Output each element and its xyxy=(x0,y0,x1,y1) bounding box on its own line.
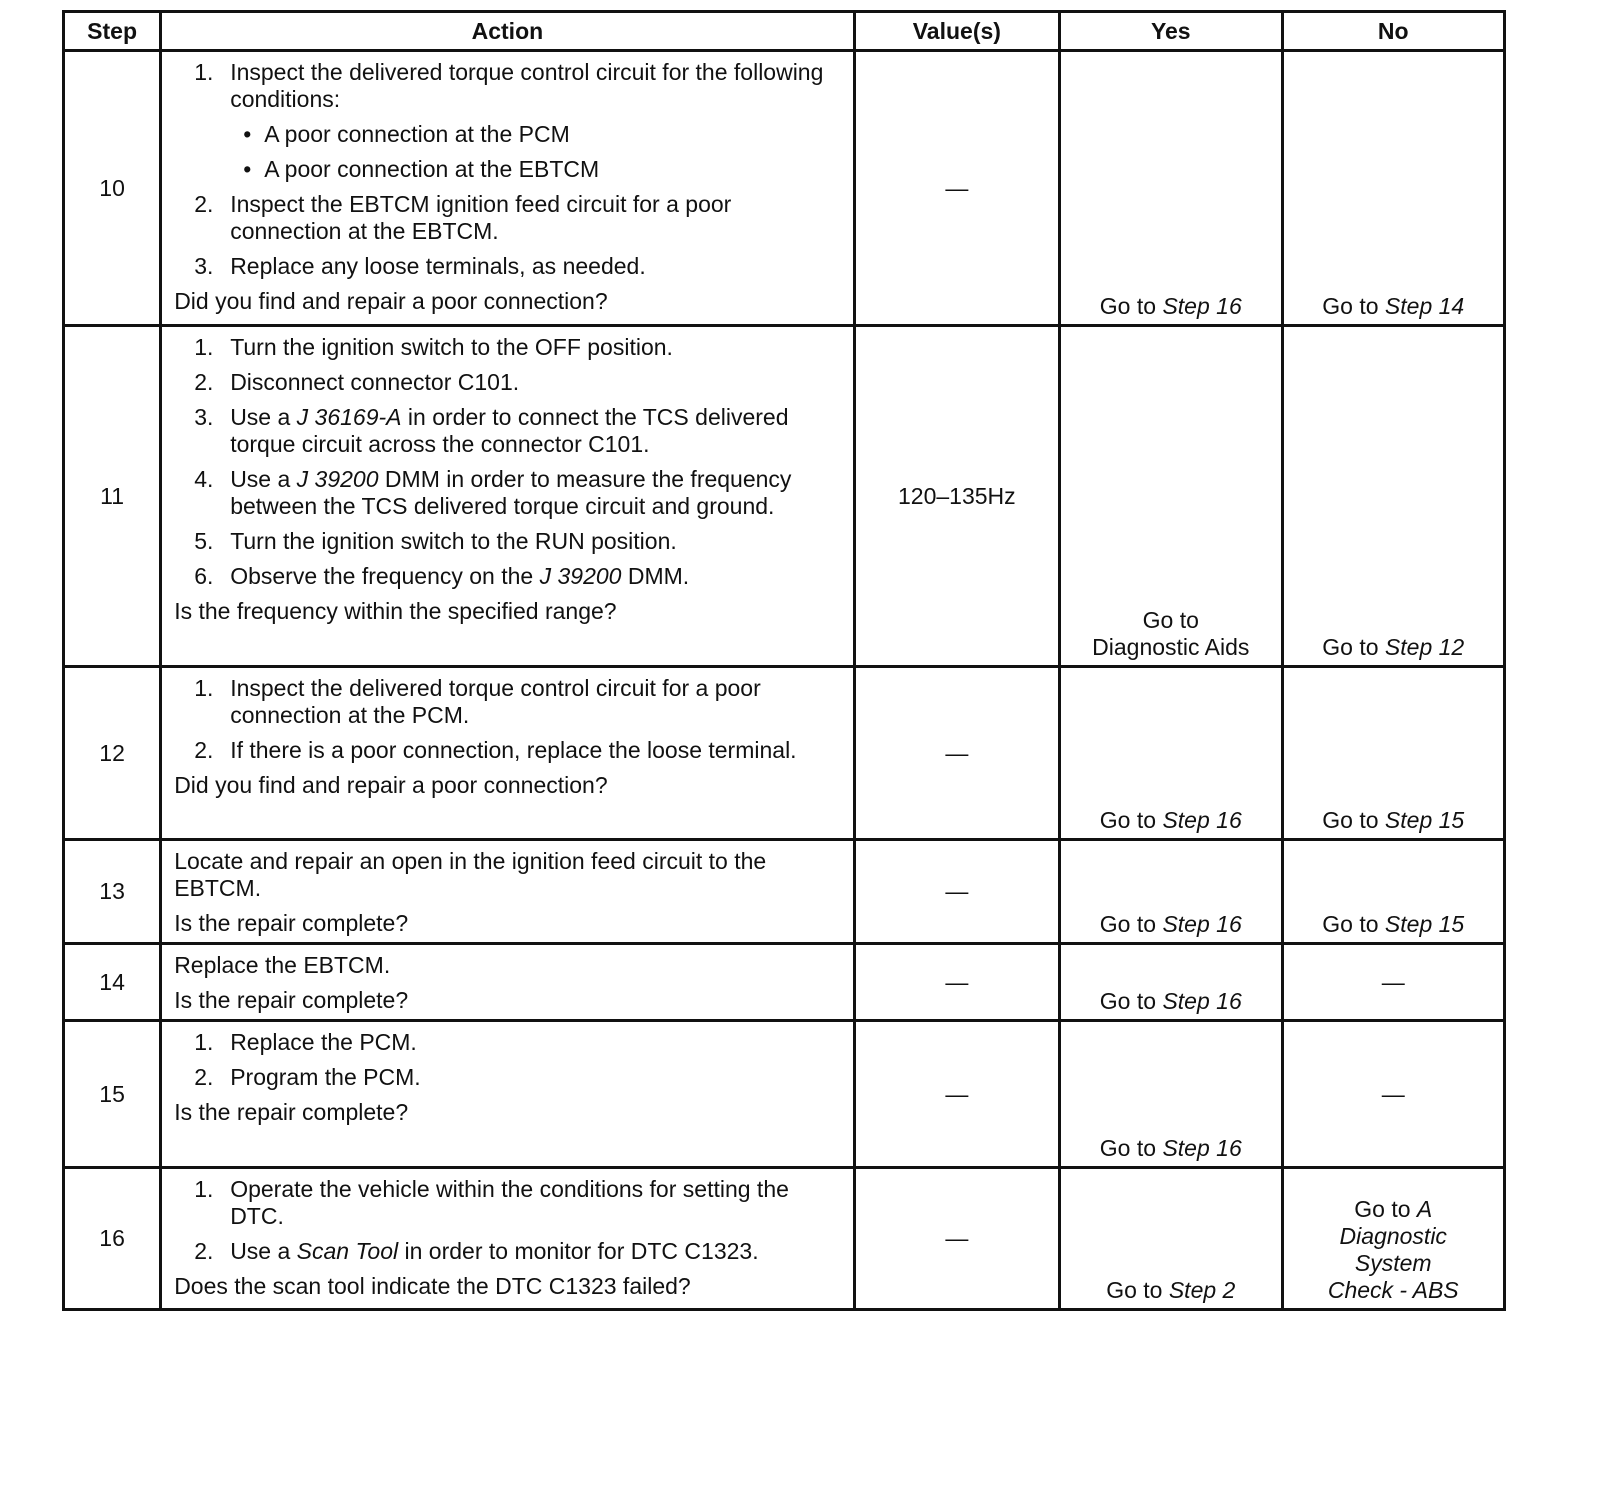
table-row xyxy=(64,1021,1505,1168)
step-text: Replace the PCM. xyxy=(230,1029,417,1055)
diagnostic-table xyxy=(62,10,1506,1311)
action-cell xyxy=(161,667,854,840)
step-index: 1. xyxy=(194,334,214,360)
action-question: Is the repair complete? xyxy=(174,1099,409,1125)
goto-prefix: Go to xyxy=(1099,807,1163,833)
bullet-icon: • xyxy=(243,121,252,147)
no-cell xyxy=(1282,326,1505,667)
action-step xyxy=(174,675,846,729)
yes-cell xyxy=(1060,667,1282,840)
step-text: Inspect the delivered torque control circuit for the following conditions: xyxy=(230,59,824,112)
step-text: Inspect the delivered torque control circuit for a poor connection at the PCM. xyxy=(230,675,761,728)
step-link[interactable]: Step 15 xyxy=(1384,807,1465,833)
action-cell xyxy=(161,51,854,326)
link-text xyxy=(1284,1250,1504,1277)
action-cell xyxy=(161,944,854,1021)
yes-cell xyxy=(1060,1168,1282,1310)
step-number: 13 xyxy=(64,840,161,944)
step-text: Turn the ignition switch to the RUN position. xyxy=(230,528,677,554)
condition-item xyxy=(230,121,846,148)
step-index: 2. xyxy=(194,369,214,395)
table-row xyxy=(64,51,1505,326)
bullet-icon: • xyxy=(243,156,252,182)
action-step xyxy=(174,466,846,520)
no-cell xyxy=(1282,840,1505,944)
step-number: 10 xyxy=(64,51,161,326)
link-text: Check - ABS xyxy=(1327,1277,1459,1303)
action-step xyxy=(174,404,846,458)
step-text-prefix: Use a xyxy=(230,466,297,492)
action-steps xyxy=(174,59,846,280)
link-text xyxy=(1284,1277,1504,1304)
action-question: Is the repair complete? xyxy=(174,987,409,1013)
step-index: 2. xyxy=(194,737,214,763)
action-text: Replace the EBTCM. xyxy=(174,952,391,978)
step-index: 1. xyxy=(194,1176,214,1202)
step-index: 5. xyxy=(194,528,214,554)
value-cell: — xyxy=(854,51,1059,326)
action-step xyxy=(174,528,846,555)
action-steps xyxy=(174,1029,846,1091)
step-link[interactable]: Step 12 xyxy=(1384,634,1465,660)
step-number: 11 xyxy=(64,326,161,667)
yes-cell xyxy=(1060,326,1282,667)
no-cell xyxy=(1282,1168,1505,1310)
step-index: 3. xyxy=(194,404,214,430)
step-text-suffix: in order to monitor for DTC C1323. xyxy=(398,1238,759,1264)
no-cell: — xyxy=(1282,1021,1505,1168)
table-row xyxy=(64,667,1505,840)
step-text-prefix: Use a xyxy=(230,404,297,430)
step-index: 6. xyxy=(194,563,214,589)
action-step xyxy=(174,1238,846,1265)
action-step xyxy=(174,59,846,183)
goto-prefix: Go to xyxy=(1142,607,1199,633)
goto-prefix: Go to xyxy=(1099,988,1163,1014)
diagnostic-aids-link[interactable]: Diagnostic Aids xyxy=(1092,634,1250,660)
action-steps xyxy=(174,334,846,590)
step-index: 3. xyxy=(194,253,214,279)
action-steps xyxy=(174,675,846,764)
action-text: Locate and repair an open in the ignition feed circuit to the EBTCM. xyxy=(174,848,767,901)
header-step: Step xyxy=(64,12,161,51)
yes-cell xyxy=(1060,944,1282,1021)
action-cell xyxy=(161,1168,854,1310)
step-text: Operate the vehicle within the conditions for setting the DTC. xyxy=(230,1176,789,1229)
goto-prefix: Go to xyxy=(1099,911,1163,937)
table-row xyxy=(64,1168,1505,1310)
action-step xyxy=(174,191,846,245)
action-step xyxy=(174,563,846,590)
yes-cell xyxy=(1060,51,1282,326)
goto-prefix: Go to xyxy=(1099,1135,1163,1161)
step-text: Replace any loose terminals, as needed. xyxy=(230,253,646,279)
yes-cell xyxy=(1060,1021,1282,1168)
header-yes: Yes xyxy=(1060,12,1282,51)
step-index: 2. xyxy=(194,191,214,217)
link-text: Diagnostic xyxy=(1339,1223,1447,1249)
action-question: Is the repair complete? xyxy=(174,910,409,936)
step-link[interactable]: Step 15 xyxy=(1384,911,1465,937)
step-link[interactable]: Step 2 xyxy=(1168,1277,1236,1303)
condition-list xyxy=(230,121,846,183)
step-number: 14 xyxy=(64,944,161,1021)
table-row xyxy=(64,944,1505,1021)
table-row xyxy=(64,326,1505,667)
step-index: 2. xyxy=(194,1238,214,1264)
action-step xyxy=(174,1064,846,1091)
goto-prefix: Go to xyxy=(1354,1196,1417,1222)
yes-cell xyxy=(1060,840,1282,944)
step-link[interactable]: Step 14 xyxy=(1384,293,1465,319)
step-index: 4. xyxy=(194,466,214,492)
tool-name: J 36169-A xyxy=(296,404,402,430)
value-cell: 120–135Hz xyxy=(854,326,1059,667)
action-step xyxy=(174,253,846,280)
action-steps xyxy=(174,1176,846,1265)
action-step xyxy=(174,1176,846,1230)
tool-name: J 39200 xyxy=(296,466,379,492)
step-number: 12 xyxy=(64,667,161,840)
header-no: No xyxy=(1282,12,1505,51)
goto-prefix: Go to xyxy=(1322,293,1385,319)
header-values: Value(s) xyxy=(854,12,1059,51)
step-index: 1. xyxy=(194,1029,214,1055)
action-cell xyxy=(161,326,854,667)
step-link[interactable]: Step 16 xyxy=(1162,911,1242,937)
value-cell: — xyxy=(854,840,1059,944)
step-text-suffix: DMM in order to measure the frequency between the TCS delivered torque circuit and ground. xyxy=(230,466,792,519)
step-link[interactable]: Step 16 xyxy=(1162,1135,1242,1161)
value-cell: — xyxy=(854,1168,1059,1310)
table-row xyxy=(64,840,1505,944)
value-cell: — xyxy=(854,667,1059,840)
step-number: 16 xyxy=(64,1168,161,1310)
abs-check-link[interactable] xyxy=(1284,1196,1504,1223)
step-link[interactable]: Step 16 xyxy=(1162,807,1242,833)
step-text-prefix: Use a xyxy=(230,1238,297,1264)
step-text-suffix: in order to connect the TCS delivered torque circuit across the connector C101. xyxy=(230,404,789,457)
action-step xyxy=(174,1029,846,1056)
step-index: 2. xyxy=(194,1064,214,1090)
goto-prefix: Go to xyxy=(1322,911,1385,937)
step-text-suffix: DMM. xyxy=(621,563,690,589)
tool-name: J 39200 xyxy=(539,563,622,589)
value-cell: — xyxy=(854,1021,1059,1168)
step-text: Turn the ignition switch to the OFF position. xyxy=(230,334,673,360)
condition-text: A poor connection at the PCM xyxy=(264,121,570,147)
step-text: Inspect the EBTCM ignition feed circuit for a poor connection at the EBTCM. xyxy=(230,191,732,244)
step-text: Program the PCM. xyxy=(230,1064,421,1090)
goto-prefix: Go to xyxy=(1099,293,1163,319)
link-text xyxy=(1284,1223,1504,1250)
goto-prefix: Go to xyxy=(1322,807,1385,833)
action-cell xyxy=(161,840,854,944)
condition-item xyxy=(230,156,846,183)
action-question: Did you find and repair a poor connection? xyxy=(174,288,608,314)
goto-prefix: Go to xyxy=(1322,634,1385,660)
action-question: Did you find and repair a poor connection? xyxy=(174,772,608,798)
step-index: 1. xyxy=(194,675,214,701)
step-link[interactable]: Step 16 xyxy=(1162,293,1242,319)
action-cell xyxy=(161,1021,854,1168)
table-header-row xyxy=(64,12,1505,51)
no-cell xyxy=(1282,667,1505,840)
step-text-prefix: Observe the frequency on the xyxy=(230,563,540,589)
condition-text: A poor connection at the EBTCM xyxy=(264,156,600,182)
action-question: Is the frequency within the specified range? xyxy=(174,598,617,624)
step-text: If there is a poor connection, replace the loose terminal. xyxy=(230,737,797,763)
action-step xyxy=(174,369,846,396)
step-text: Disconnect connector C101. xyxy=(230,369,520,395)
tool-name: Scan Tool xyxy=(296,1238,399,1264)
link-text: System xyxy=(1354,1250,1432,1276)
step-number: 15 xyxy=(64,1021,161,1168)
link-text: A xyxy=(1416,1196,1433,1222)
goto-prefix: Go to xyxy=(1106,1277,1169,1303)
value-cell: — xyxy=(854,944,1059,1021)
step-index: 1. xyxy=(194,59,214,85)
step-link[interactable]: Step 16 xyxy=(1162,988,1242,1014)
action-question: Does the scan tool indicate the DTC C1323 failed? xyxy=(174,1273,691,1299)
action-step xyxy=(174,737,846,764)
no-cell xyxy=(1282,51,1505,326)
no-cell: — xyxy=(1282,944,1505,1021)
header-action: Action xyxy=(161,12,854,51)
action-step xyxy=(174,334,846,361)
